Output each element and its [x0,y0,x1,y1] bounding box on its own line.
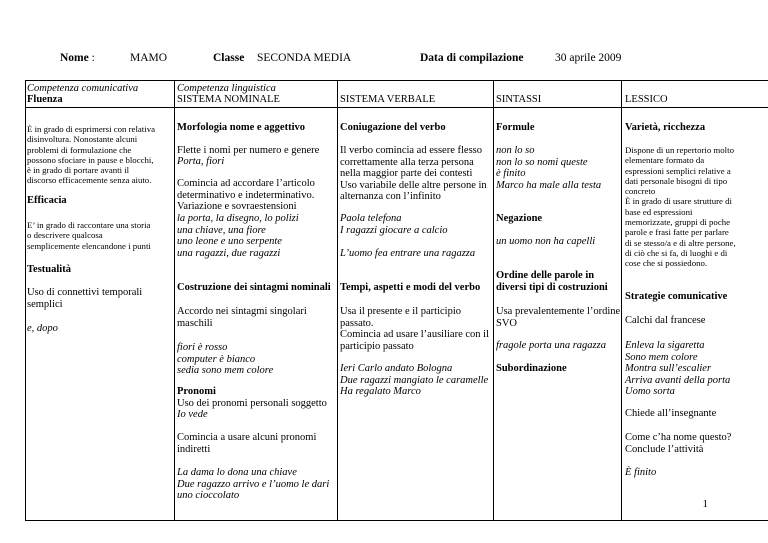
table-top-border [25,80,768,81]
fluenza-subtitle: Fluenza [27,94,63,105]
pronomi-text: Uso dei pronomi personali soggetto [177,398,327,409]
competenza-linguistica-title: Competenza linguistica [177,83,276,94]
coniugazione-title: Coniugazione del verbo [340,122,446,133]
sintassi-subtitle: SINTASSI [496,94,542,105]
column-divider [493,80,494,520]
column-divider [337,80,338,520]
classe-value: SECONDA MEDIA [257,52,352,64]
data-label: Data di compilazione [420,52,524,64]
ordine-text: Usa prevalentemente l’ordine SVO [496,306,621,329]
morfologia-text: Flette i nomi per numero e genere [177,145,320,156]
chiede-insegnante: Chiede all’insegnante [625,408,717,419]
finito-text: È finito [625,467,657,478]
morfologia-example: Porta, fiori [177,156,225,167]
competenza-comunicativa-title: Competenza comunicativa [27,83,139,94]
column-divider [174,80,175,520]
varieta-text: Dispone di un repertorio molto elementare formato da espressioni semplici relative a dati personale bisogni di tipo concreto È in grado di usare strutture di base ed espressioni memorizzate, gruppi di poche parole e frasi fatte per parlare di se stesso/a e di altre persone, di ciò che si fa, di luoghi e di cose che si possiedono. [625,145,736,269]
table-left-border [25,80,26,520]
testualita-text: Uso di connettivi temporali semplici [27,287,143,310]
tempi-examples: Ieri Carlo andato Bologna Due ragazzi mangiato le caramelle Ha regalato Marco [340,363,489,397]
efficacia-title: Efficacia [27,195,67,206]
costruzione-sintagmi-title: Costruzione dei sintagmi nominali [177,282,331,293]
pronomi-title: Pronomi [177,386,216,397]
sistema-verbale-subtitle: SISTEMA VERBALE [340,94,436,105]
formule-title: Formule [496,122,535,133]
lessico-subtitle: LESSICO [625,94,668,105]
page-number: 1 [702,498,708,510]
classe-label: Classe [213,52,245,64]
accordo-text: Comincia ad accordare l’articolo determinativo e indeterminativo. Variazione e sovraestensioni [177,178,315,212]
pronomi-example: Io vede [177,409,208,420]
ordine-example: fragole porta una ragazza [496,340,606,351]
testualita-title: Testualità [27,264,71,275]
coniugazione-examples: Paola telefona I ragazzi giocare a calcio [340,213,448,236]
costruzione-examples: fiori è rosso computer è bianco sedia sono mem colore [177,342,274,376]
strategie-examples: Enleva la sigaretta Sono mem colore Montra sull’escalier Arriva avanti della porta Uomo sorta [625,340,731,397]
formule-examples: non lo so non lo so nomi queste è finito Marco ha male alla testa [496,145,602,191]
morfologia-title: Morfologia nome e aggettivo [177,122,306,133]
negazione-title: Negazione [496,213,543,224]
sistema-nominale-subtitle: SISTEMA NOMINALE [177,94,280,105]
coniugazione-example-2: L’uomo fea entrare una ragazza [340,248,476,259]
tempi-text: Usa il presente e il participio passato. Comincia ad usare l’ausiliare con il participio passato [340,306,489,352]
strategie-title: Strategie comunicative [625,291,728,302]
accordo-examples: la porta, la disegno, lo polizi una chiave, una fiore uno leone e uno serpente una ragazzi, due ragazzi [177,213,299,259]
nome-value: MAMO [130,52,168,64]
negazione-example: un uomo non ha capelli [496,236,596,247]
pronomi-text-2: Comincia a usare alcuni pronomi indiretti [177,432,317,455]
costruzione-text: Accordo nei sintagmi singolari maschili [177,306,307,329]
tempi-title: Tempi, aspetti e modi del verbo [340,282,481,293]
coniugazione-text: Il verbo comincia ad essere flesso correttamente alla terza persona nella maggior parte dei contesti Uso variabile delle altre persone in alternanza con l’infinito [340,145,487,202]
nome-label: Nome : [60,52,95,64]
data-value: 30 aprile 2009 [555,52,622,64]
fluenza-text: È in grado di esprimersi con relativa disinvoltura. Nonostante alcuni problemi di formulazione che possono sfociare in pause e blocchi, è in grado di portare avanti il discorso efficacemente senza aiuto. [27,124,156,186]
table-bottom-border [25,520,768,521]
subordinazione-title: Subordinazione [496,363,567,374]
strategie-text: Calchi dal francese [625,315,706,326]
table-header-border [25,107,768,108]
pronomi-examples-2: La dama lo dona una chiave Due ragazzo arrivo e l’uomo le dari uno cioccolato [177,467,330,501]
competenze-table [25,80,768,520]
efficacia-text: E’ in grado di raccontare una storia o descrivere qualcosa semplicemente elencandone i punti [27,220,151,251]
domanda-text: Come c’ha nome questo? Conclude l’attività [625,432,732,455]
testualita-example: e, dopo [27,323,58,334]
varieta-title: Varietà, ricchezza [625,122,706,133]
ordine-parole-title: Ordine delle parole in diversi tipi di costruzioni [496,270,608,293]
column-divider [621,80,622,520]
